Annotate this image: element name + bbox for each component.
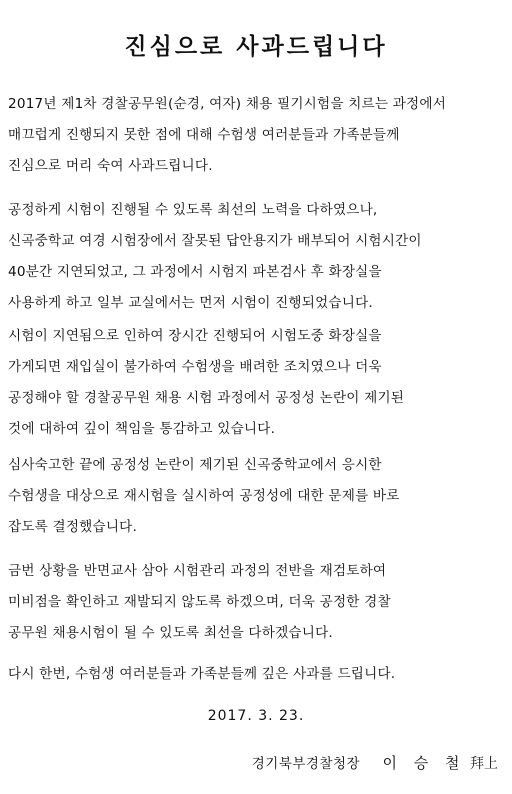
paragraph-line: 공무원 채용시험이 될 수 있도록 최선을 다하겠습니다. [8, 625, 333, 641]
paragraph-1 [8, 89, 502, 182]
paragraph-line: 금번 상황을 반면교사 삼아 시험관리 과정의 전반을 재검토하여 [8, 563, 387, 579]
letter-date: 2017. 3. 23. [207, 708, 305, 724]
paragraph-4 [8, 450, 502, 543]
paragraph-5 [8, 556, 502, 649]
paragraph-line: 40분간 지연되었고, 그 과정에서 시험지 파본검사 후 화장실을 [8, 264, 382, 280]
paragraph-3 [8, 321, 502, 445]
paragraph-line: 수험생을 대상으로 재시험을 실시하여 공정성에 대한 문제를 바로 [8, 488, 400, 504]
paragraph-line: 사용하게 하고 일부 교실에서는 먼저 시험이 진행되었습니다. [8, 295, 373, 311]
signature-organization: 경기북부경찰청장 [251, 756, 361, 772]
paragraph-line: 것에 대하여 깊이 책임을 통감하고 있습니다. [8, 421, 276, 437]
page-title: 진심으로 사과드립니다 [124, 33, 388, 60]
paragraph-line: 진심으로 머리 숙여 사과드립니다. [8, 158, 213, 174]
paragraph-6 [8, 659, 502, 690]
paragraph-line: 다시 한번, 수험생 여러분들과 가족분들께 깊은 사과를 드립니다. [8, 666, 396, 682]
paragraph-line: 잡도록 결정했습니다. [8, 519, 138, 535]
paragraph-line: 심사숙고한 끝에 공정성 논란이 제기된 신곡중학교에서 응시한 [8, 457, 382, 473]
paragraph-line: 가게되면 재입실이 불가하여 수험생을 배려한 조치였으나 더욱 [8, 359, 382, 375]
paragraph-2 [8, 195, 502, 319]
paragraph-line: 미비점을 확인하고 재발되지 않도록 하겠으며, 더욱 공정한 경찰 [8, 594, 391, 610]
paragraph-line: 시험이 지연됨으로 인하여 장시간 진행되어 시험도중 화장실을 [8, 328, 382, 344]
paragraph-line: 공정하게 시험이 진행될 수 있도록 최선의 노력을 다하였으나, [8, 202, 378, 218]
signature-name: 이 승 철 [382, 754, 466, 772]
paragraph-line: 신곡중학교 여경 시험장에서 잘못된 답안용지가 배부되어 시험시간이 [8, 233, 422, 249]
paragraph-line: 2017년 제1차 경찰공무원(순경, 여자) 채용 필기시험을 치르는 과정에서 [8, 96, 447, 112]
paragraph-line: 매끄럽게 진행되지 못한 점에 대해 수험생 여러분들과 가족분들께 [8, 127, 400, 143]
paragraph-line: 공정해야 할 경찰공무원 채용 시험 과정에서 공정성 논란이 제기된 [8, 390, 405, 406]
signature-block [252, 752, 498, 773]
signature-suffix: 拜上 [470, 756, 498, 772]
